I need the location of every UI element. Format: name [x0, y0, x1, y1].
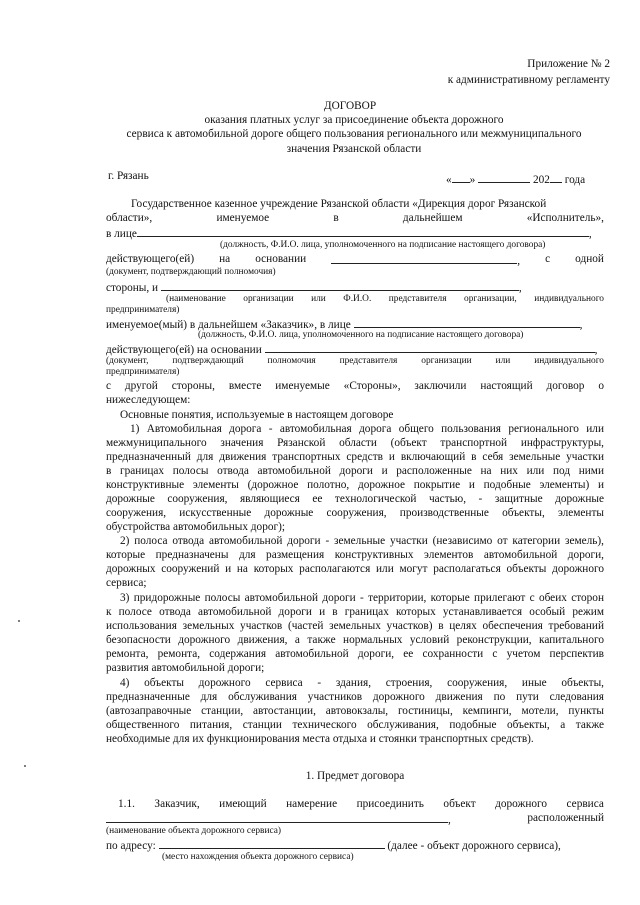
subject-line-1 [118, 798, 604, 811]
basis-word: основании [255, 253, 307, 265]
other-party-line1: с другой стороны, вместе именуемые «Стороны», заключили настоящий договор о [106, 380, 604, 392]
subject-number: 1.1. [118, 798, 135, 810]
scan-speck [24, 765, 26, 767]
concept-2-line: 2) полоса отвода автомобильной дороги - земельные участки (независимо от категории земель), [120, 535, 604, 547]
concept-4-line: общественного питания, станции технического обслуживания, подобные объекты, а также [106, 719, 604, 731]
concept-2-line: дорожных сооружений и на которых располагаются или могут располагаться объекты дорожного [106, 563, 604, 575]
concept-1-line: предназначенный для движения транспортных средств и включающий в себя земельные участки [106, 451, 604, 463]
concept-1-line: в границах полосы отвода автомобильной дороги и расположенные на них или под ними [106, 465, 604, 477]
year-blank [550, 172, 562, 183]
date-quote-close: » [469, 174, 476, 186]
concept-1-line: дорожные сооружения, являющиеся ее технологической частью, - защитные дорожные [106, 493, 604, 505]
day-blank [452, 172, 470, 183]
concept-4-line: 4) объекты дорожного сервиса - здания, строения, сооружения, иные объекты, [120, 677, 604, 689]
side-tail: , [518, 282, 522, 294]
basis-blank-wrap [331, 253, 520, 268]
hint-object: (наименование объекта дорожного сервиса) [106, 826, 282, 836]
object-name-field [106, 812, 451, 827]
date-quote-open: « [446, 174, 452, 186]
concept-1-line: сооружения, искусственные дорожные сооружения, производственные объекты, элементы [106, 507, 604, 519]
address-label: по адресу: [106, 840, 156, 852]
party1-line2 [106, 212, 604, 225]
city-label: г. Рязань [108, 170, 149, 182]
concepts-heading: Основные понятия, используемые в настоящем договоре [120, 409, 394, 421]
concept-1-line: межмуниципального значения Рязанской области (объект транспортной инфраструктуры, [106, 437, 604, 449]
subject-word: присоединить [356, 798, 424, 810]
basis2-label: действующего(ей) на основании [106, 344, 262, 356]
hint-position-2: (должность, Ф.И.О. лица, уполномоченного на подписание настоящего договора) [198, 330, 524, 340]
month-blank [478, 172, 530, 183]
basis-word: действующего(ей) [106, 253, 195, 265]
face-line [106, 226, 592, 241]
address-line [106, 838, 561, 853]
subject-word: имеющий [219, 798, 267, 810]
basis2-tail: , [594, 344, 598, 356]
title-line-3: значения Рязанской области [286, 143, 422, 155]
subject-word: сервиса [566, 798, 604, 810]
face-label: в лице [106, 228, 137, 240]
title-line-2: сервиса к автомобильной дороге общего пользования регионального или межмуниципального [126, 128, 582, 140]
hint-document: (документ, подтверждающий полномочия) [106, 267, 276, 277]
regulation-label: к административному регламенту [447, 74, 610, 86]
concept-3-line: безопасности дорожного движения, а также нормальных условий реконструкции, капитального [106, 634, 604, 646]
document-title: ДОГОВОР [323, 100, 377, 112]
party1-word: «Исполнитель», [526, 212, 604, 224]
address-tail: (далее - объект дорожного сервиса), [387, 840, 561, 852]
year-prefix: 202 [532, 174, 550, 186]
concept-3-line: использования земельных участков (частей земельных участков) в целях обеспечения требований [106, 620, 604, 632]
title-line-1: оказания платных услуг за присоединение объекта дорожного [204, 114, 504, 126]
customer-label: именуемое(мый) в дальнейшем «Заказчик», в лице [106, 319, 351, 331]
hint-document-2: (документ, подтверждающий полномочия представителя организации или индивидуального [106, 356, 604, 366]
address-blank [159, 838, 385, 849]
party1-word: области», [106, 212, 153, 224]
concept-3-line: 3) придорожные полосы автомобильной дороги - территории, которые прилегают с обеих сторон [120, 592, 604, 604]
subject-line-2 [106, 812, 604, 827]
party1-word: в [333, 212, 339, 224]
hint-org: (наименование организации или Ф.И.О. представителя организации, индивидуального [166, 294, 604, 304]
concept-2-line: сервиса; [106, 577, 147, 589]
hint-document-2b: предпринимателя) [106, 367, 180, 377]
concept-4-line: (автозаправочные станции, автостанции, автовокзалы, гостиницы, кемпинги, мотели, пункты [106, 705, 604, 717]
concept-4-line: предназначенные для обслуживания участников дорожного движения по пути следования [106, 691, 604, 703]
concept-3-line: к полосе отвода автомобильной дороги и в границах которых устанавливается особый режим [106, 606, 604, 618]
basis-word: , [517, 255, 521, 267]
object-name-tail: , [448, 814, 451, 826]
scan-speck [18, 620, 20, 622]
party1-word: дальнейшем [402, 212, 463, 224]
basis-word: с [545, 253, 551, 265]
concept-3-line: ремонта, ремонта, содержания автомобильной дороги, ее сохранности с учетом перспектив [106, 648, 604, 660]
concept-4-line: необходимые для их функционирования места отдыха и стоянки транспортных средств). [106, 733, 534, 745]
subject-word: дорожного [495, 798, 548, 810]
subject-word: объект [443, 798, 476, 810]
basis-word: одной [575, 253, 604, 265]
basis-blank [331, 253, 517, 264]
concept-1-line: конструктивные элементы (дорожное полотно, дорожное покрытие и подобные элементы) и [106, 479, 604, 491]
party1-line1: Государственное казенное учреждение Рязанской области «Дирекция дорог Рязанской [131, 198, 547, 210]
basis-line [106, 253, 604, 268]
appendix-label: Приложение № 2 [527, 58, 610, 70]
hint-location: (место нахождения объекта дорожного сервиса) [162, 852, 354, 862]
side-line [106, 280, 522, 295]
object-name-blank [106, 812, 448, 823]
hint-position: (должность, Ф.И.О. лица, уполномоченного на подписание настоящего договора) [220, 240, 546, 250]
section-1-heading: 1. Предмет договора [305, 770, 405, 782]
other-party-line2: нижеследующем: [106, 394, 191, 406]
year-word: года [564, 174, 586, 186]
concept-3-line: развития автомобильной дороги; [106, 662, 265, 674]
basis2-blank [265, 342, 595, 353]
subject-word: намерение [286, 798, 338, 810]
basis-word: на [219, 253, 231, 265]
customer-tail: , [579, 319, 583, 331]
face-blank [137, 226, 589, 237]
customer-blank [354, 317, 580, 328]
basis2-line [106, 342, 597, 357]
face-tail: , [588, 228, 592, 240]
subject-word: Заказчик, [154, 798, 200, 810]
concept-1-line: обустройства автомобильных дорог); [106, 521, 286, 533]
side-blank [161, 280, 519, 291]
concept-1-line: 1) Автомобильная дорога - автомобильная дорога общего пользования регионального или [130, 423, 604, 435]
hint-org-2: предпринимателя) [106, 305, 180, 315]
party1-word: именуемое [216, 212, 270, 224]
date-field [446, 172, 585, 187]
side-label: стороны, и [106, 282, 159, 294]
located-word: расположенный [527, 812, 604, 824]
concept-2-line: которые предназначены для размещения конструктивных элементов автомобильной дороги, [106, 549, 604, 561]
